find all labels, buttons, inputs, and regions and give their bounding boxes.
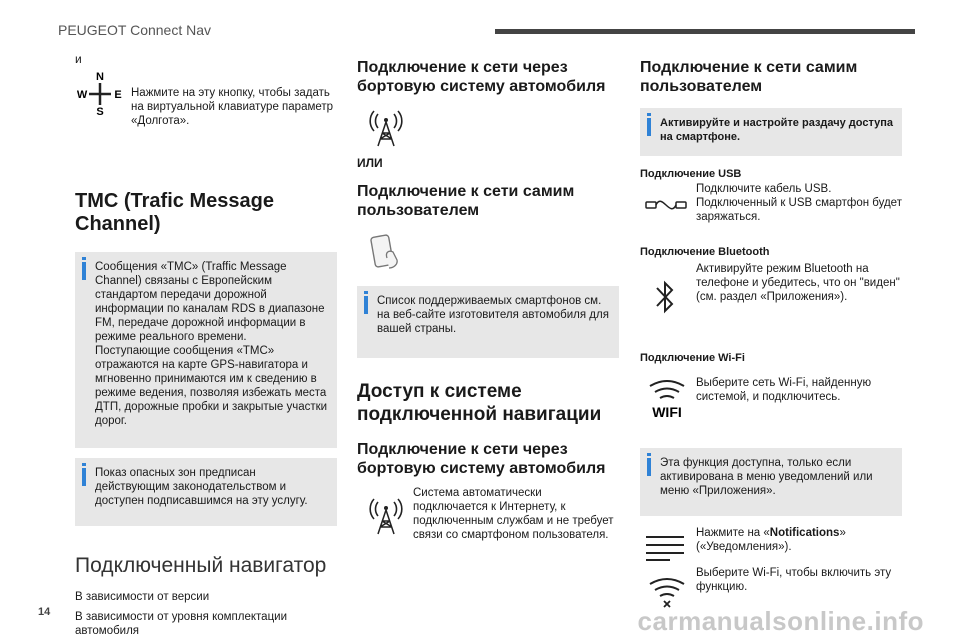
usb-label: Подключение USB [640,168,742,180]
depends-trim-text: В зависимости от уровня комплектации автомобиля [75,611,288,637]
column-3 [640,58,902,610]
wifi-label: Подключение Wi-Fi [640,352,745,364]
compass-row [75,68,337,136]
compass-icon [77,70,123,116]
phones-info-box [357,286,619,358]
depends-version-text: В зависимости от версии [75,591,210,603]
auto-connect-row [357,486,619,546]
phones-info-text: Список поддерживаемых смартфонов см. на веб-сайте изготовителя автомобиля для вашей страны. [377,295,609,335]
notifications-text [696,526,902,554]
wifi-icon-text: WIFI [652,404,682,420]
tmc-info-box [75,252,337,448]
car-network-title-2: Подключение к сети через бортовую систему автомобиля [357,441,606,477]
info-icon [647,118,651,136]
compass-s: S [96,106,104,116]
antenna-icon [365,494,407,541]
wifi-text: Выберите сеть Wi-Fi, найденную системой, и подключитесь. [696,377,872,403]
usb-text: Подключите кабель USB. Подключенный к USB смартфон будет заряжаться. [696,183,902,223]
danger-info-box [75,458,337,526]
wifi-on-row [640,566,902,610]
info-icon [82,468,86,486]
usb-row [640,182,902,240]
activate-info-box [640,108,902,156]
compass-e: E [114,89,122,101]
bluetooth-text: Активируйте режим Bluetooth на телефоне и убедитесь, что он "виден" (см. раздел «Приложения»). [696,263,900,303]
function-info-box [640,448,902,516]
wifi-row [640,376,902,448]
phone-row [357,220,619,276]
antenna-icon [365,106,407,153]
bluetooth-label: Подключение Bluetooth [640,246,770,258]
notifications-menu-icon [644,534,686,567]
bluetooth-row [640,262,902,350]
page-number: 14 [38,606,51,618]
notifications-text-pre: Нажмите на « [696,527,770,539]
tmc-info-text-2: Поступающие сообщения «TMC» отражаются на карте GPS-навигатора и мгновенно принимаются им к сведению в режиме ведения, позволяя избежать места ДТП, дорожные пробки и закрытые участки дорог. [95,345,328,427]
antenna-row [357,96,619,152]
info-icon [82,262,86,280]
bluetooth-icon [652,278,678,321]
user-network-title: Подключение к сети самим пользователем [640,59,858,95]
tmc-info-text: Сообщения «TMC» (Traffic Message Channel) связаны с Европейским стандартом передачи дорожной информации по каналам RDS в диапазоне FM, передаче дорожной информации в режиме реального времени. [95,261,325,343]
function-info-text: Эта функция доступна, только если активирована в меню уведомлений или меню «Приложения». [660,457,873,497]
column-1 [75,52,337,638]
car-network-title: Подключение к сети через бортовую систему автомобиля [357,59,606,95]
user-network-title: Подключение к сети самим пользователем [357,183,575,219]
or-text: ИЛИ [357,156,383,170]
column-2 [357,58,619,546]
connected-nav-title: Подключенный навигатор [75,554,327,577]
wifi-on-text: Выберите Wi-Fi, чтобы включить эту функцию. [696,567,892,593]
notifications-row [640,526,902,570]
info-icon [647,458,651,476]
tmc-title: TMC (Trafic Message Channel) [75,190,274,235]
auto-connect-text: Система автоматически подключается к Интернету, к подключенным службам и не требует связи со смартфоном пользователя. [413,487,614,541]
notifications-text-post: » («Уведомления»). [696,527,846,553]
info-icon [364,296,368,314]
danger-info-text: Показ опасных зон предписан действующим законодательством и доступен подписавшимся на эту услугу. [95,467,308,507]
header-bar [495,29,915,34]
compass-w: W [77,89,88,101]
header-title: PEUGEOT Connect Nav [58,22,212,38]
compass-n: N [96,71,104,83]
wifi-icon [644,376,690,425]
access-title: Доступ к системе подключенной навигации [357,381,602,425]
notifications-text-bold: Notifications [769,527,840,539]
watermark: carmanualsonline.info [637,606,924,636]
usb-cable-icon [644,188,688,229]
activate-info-text: Активируйте и настройте раздачу доступа на смартфоне. [660,117,894,143]
compass-text: Нажмите на эту кнопку, чтобы задать на виртуальной клавиатуре параметр «Долгота». [131,87,334,127]
smartphone-icon [363,232,403,277]
and-text: и [75,52,82,66]
